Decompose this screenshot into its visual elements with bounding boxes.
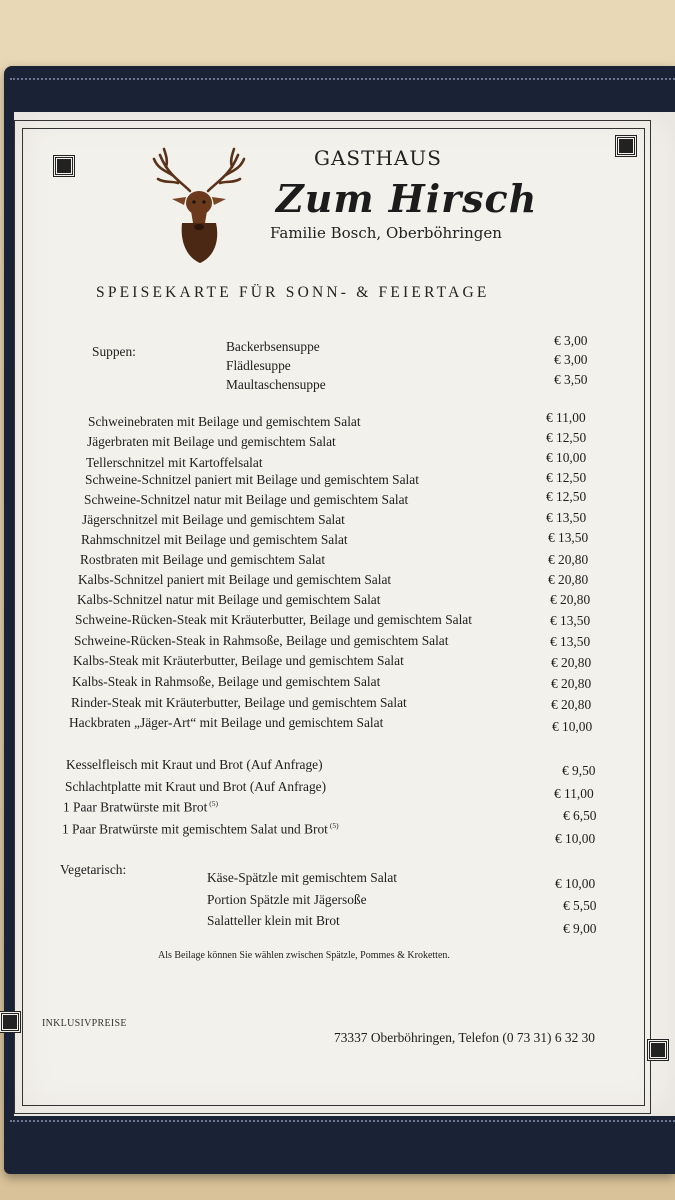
restaurant-name: Zum Hirsch	[276, 176, 538, 221]
menu-item-name: 1 Paar Bratwürste mit gemischtem Salat und Brot $^{(5)}$	[62, 821, 339, 837]
menu-item-name: Schweinebraten mit Beilage und gemischtem Salat	[88, 414, 361, 429]
restaurant-label: GASTHAUS	[314, 146, 442, 170]
menu-item-name: Schweine-Rücken-Steak in Rahmsoße, Beilage und gemischtem Salat	[74, 633, 449, 648]
menu-item-price: € 20,80	[551, 697, 592, 712]
menu-item-name: Käse-Spätzle mit gemischtem Salat	[207, 870, 398, 885]
stag-head-icon	[150, 145, 248, 265]
menu-item-name: Backerbsensuppe	[226, 339, 320, 354]
allergen-note: (5)	[329, 821, 339, 830]
menu-item-name: Flädlesuppe	[226, 358, 291, 373]
corner-ornament-icon	[616, 136, 636, 156]
folder-stitching-bottom	[10, 1120, 675, 1122]
menu-item-price: € 10,00	[555, 876, 596, 891]
section-label-vegetarian: Vegetarisch:	[60, 862, 127, 877]
inclusive-prices-note: INKLUSIVPREISE	[42, 1018, 127, 1029]
menu-item-price: € 9,00	[563, 921, 597, 936]
menu-item-price: € 3,50	[554, 372, 588, 387]
menu-item-price: € 10,00	[555, 831, 596, 846]
menu-item-price: € 20,80	[551, 676, 592, 691]
menu-item-price: € 5,50	[563, 898, 597, 913]
menu-item-name: Maultaschensuppe	[226, 377, 326, 392]
side-dish-note: Als Beilage können Sie wählen zwischen Spätzle, Pommes & Kroketten.	[158, 950, 450, 961]
menu-item-price: € 9,50	[562, 763, 596, 778]
menu-item-price: € 13,50	[546, 510, 587, 525]
menu-item-name: 1 Paar Bratwürste mit Brot $^{(5)}$	[63, 799, 219, 815]
menu-item-name: Schweine-Schnitzel paniert mit Beilage und gemischtem Salat	[85, 472, 419, 487]
menu-title: SPEISEKARTE FÜR SONN- & FEIERTAGE	[96, 284, 490, 301]
menu-item-price: € 20,80	[548, 572, 589, 587]
menu-item-name: Kesselfleisch mit Kraut und Brot (Auf Anfrage)	[66, 757, 323, 772]
menu-item-name: Kalbs-Steak mit Kräuterbutter, Beilage und gemischtem Salat	[73, 653, 404, 668]
folder-stitching-top	[10, 78, 675, 80]
menu-item-name: Kalbs-Schnitzel natur mit Beilage und gemischtem Salat	[77, 592, 381, 607]
menu-item-price: € 13,50	[550, 613, 591, 628]
menu-item-price: € 3,00	[554, 352, 588, 367]
menu-item-price: € 6,50	[563, 808, 597, 823]
menu-item-price: € 11,00	[554, 786, 594, 801]
menu-item-price: € 13,50	[548, 530, 589, 545]
corner-ornament-icon	[0, 1012, 20, 1032]
menu-item-name: Jägerschnitzel mit Beilage und gemischtem Salat	[82, 512, 345, 527]
menu-item-name: Rahmschnitzel mit Beilage und gemischtem Salat	[81, 532, 348, 547]
menu-item-name: Schweine-Rücken-Steak mit Kräuterbutter, Beilage und gemischtem Salat	[75, 612, 472, 627]
menu-item-name: Tellerschnitzel mit Kartoffelsalat	[86, 455, 263, 470]
restaurant-address: 73337 Oberböhringen, Telefon (0 73 31) 6 32 30	[334, 1030, 595, 1045]
menu-item-price: € 11,00	[546, 410, 586, 425]
menu-item-name: Kalbs-Steak in Rahmsoße, Beilage und gemischtem Salat	[72, 674, 381, 689]
menu-item-price: € 10,00	[546, 450, 587, 465]
menu-item-name: Schlachtplatte mit Kraut und Brot (Auf Anfrage)	[65, 779, 327, 794]
menu-item-name: Jägerbraten mit Beilage und gemischtem Salat	[87, 434, 336, 449]
menu-item-name: Rinder-Steak mit Kräuterbutter, Beilage und gemischtem Salat	[71, 695, 407, 710]
menu-item-name: Salatteller klein mit Brot	[207, 913, 340, 928]
menu-item-name: Kalbs-Schnitzel paniert mit Beilage und gemischtem Salat	[78, 572, 392, 587]
allergen-note: (5)	[209, 799, 219, 808]
menu-item-name: Hackbraten „Jäger-Art“ mit Beilage und gemischtem Salat	[69, 715, 384, 730]
menu-item-price: € 12,50	[546, 489, 587, 504]
menu-item-price: € 20,80	[548, 552, 589, 567]
menu-item-price: € 3,00	[554, 333, 588, 348]
menu-item-name: Portion Spätzle mit Jägersoße	[207, 892, 367, 907]
menu-item-price: € 20,80	[550, 592, 591, 607]
menu-item-price: € 13,50	[550, 634, 591, 649]
corner-ornament-icon	[54, 156, 74, 176]
restaurant-owner: Familie Bosch, Oberböhringen	[270, 224, 502, 242]
menu-item-price: € 20,80	[551, 655, 592, 670]
menu-item-price: € 12,50	[546, 470, 587, 485]
corner-ornament-icon	[648, 1040, 668, 1060]
section-label-soups: Suppen:	[92, 344, 136, 359]
menu-item-name: Schweine-Schnitzel natur mit Beilage und gemischtem Salat	[84, 492, 409, 507]
menu-item-name: Rostbraten mit Beilage und gemischtem Salat	[80, 552, 326, 567]
menu-item-price: € 10,00	[552, 719, 593, 734]
menu-item-price: € 12,50	[546, 430, 587, 445]
